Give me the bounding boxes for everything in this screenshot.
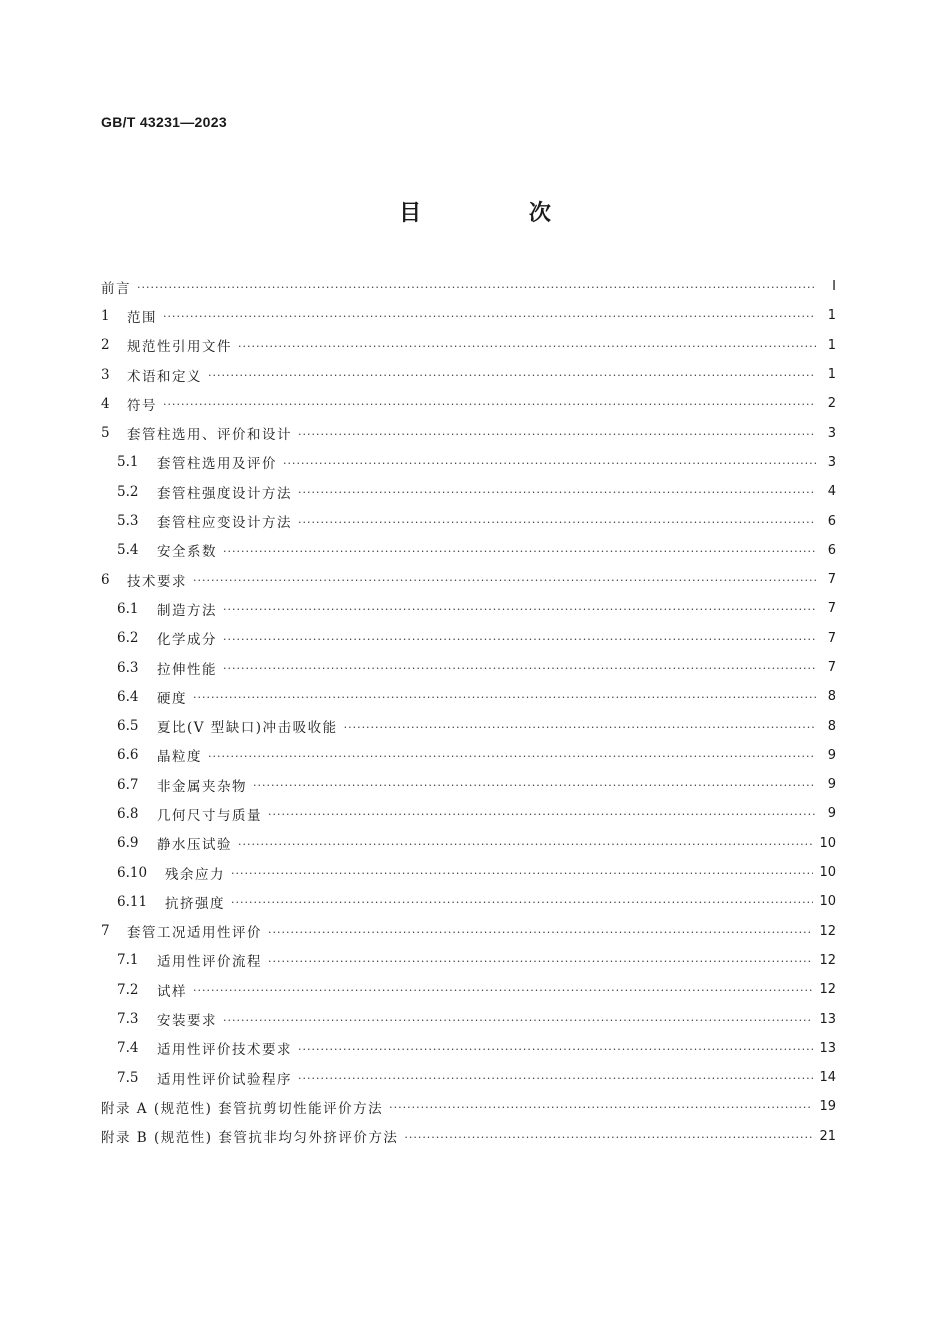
dot-leader <box>223 633 816 646</box>
dot-leader <box>268 955 813 968</box>
toc-entry-label: 安全系数 <box>157 544 217 561</box>
toc-entry[interactable] <box>101 565 836 594</box>
dot-leader <box>231 896 813 909</box>
dot-leader <box>193 984 813 997</box>
toc-entry-page-number: 8 <box>827 689 836 705</box>
toc-entry-number: 7 <box>101 923 110 940</box>
dot-leader <box>298 1072 813 1085</box>
toc-entry-label: 附录 A (规范性) 套管抗剪切性能评价方法 <box>101 1100 384 1117</box>
page-title: 目 次 <box>399 201 601 226</box>
toc-entry[interactable] <box>101 946 836 975</box>
toc-entry-label: 试样 <box>157 983 187 1000</box>
toc-entry-page-number: Ⅰ <box>832 279 836 295</box>
toc-entry[interactable] <box>101 917 836 946</box>
toc-entry-label: 夏比(V 型缺口)冲击吸收能 <box>157 720 338 737</box>
toc-entry-label: 附录 B (规范性) 套管抗非均匀外挤评价方法 <box>101 1130 399 1147</box>
dot-leader <box>223 1014 813 1027</box>
toc-entry-number: 6.2 <box>117 630 139 647</box>
toc-entry[interactable] <box>101 829 836 858</box>
table-of-contents <box>101 272 836 1151</box>
dot-leader <box>231 867 813 880</box>
toc-entry-label: 非金属夹杂物 <box>157 778 247 795</box>
toc-entry-number: 7.5 <box>117 1069 139 1086</box>
dot-leader <box>268 926 813 939</box>
toc-entry-number: 7.2 <box>117 981 139 998</box>
toc-entry[interactable] <box>101 506 836 535</box>
dot-leader <box>389 1101 813 1114</box>
dot-leader <box>298 486 816 499</box>
toc-entry-number: 2 <box>101 337 110 354</box>
toc-entry-number: 7.4 <box>117 1040 139 1057</box>
toc-entry[interactable] <box>101 331 836 360</box>
toc-entry[interactable] <box>101 1034 836 1063</box>
toc-entry[interactable] <box>101 799 836 828</box>
dot-leader <box>298 516 816 529</box>
dot-leader <box>223 545 816 558</box>
toc-entry-number: 4 <box>101 395 110 412</box>
toc-entry[interactable] <box>101 389 836 418</box>
toc-entry-label: 制造方法 <box>157 602 217 619</box>
toc-entry[interactable] <box>101 594 836 623</box>
toc-entry-label: 符号 <box>127 397 157 414</box>
toc-entry-page-number: 12 <box>819 952 836 968</box>
toc-entry-label: 前言 <box>101 280 131 297</box>
dot-leader <box>238 340 816 353</box>
dot-leader <box>193 574 816 587</box>
toc-entry-page-number: 9 <box>827 747 836 763</box>
toc-entry[interactable] <box>101 477 836 506</box>
toc-entry-label: 套管柱强度设计方法 <box>157 485 292 502</box>
toc-entry-number: 7.3 <box>117 1011 139 1028</box>
toc-entry-page-number: 13 <box>819 1040 836 1056</box>
toc-entry-page-number: 12 <box>819 923 836 939</box>
toc-entry-page-number: 6 <box>827 513 836 529</box>
toc-entry-page-number: 7 <box>827 601 836 617</box>
toc-entry-page-number: 6 <box>827 542 836 558</box>
dot-leader <box>404 1131 813 1144</box>
toc-entry-page-number: 1 <box>827 367 836 383</box>
toc-entry-label: 适用性评价流程 <box>157 954 262 971</box>
toc-entry-page-number: 7 <box>827 630 836 646</box>
toc-entry-number: 6 <box>101 571 110 588</box>
toc-entry-page-number: 10 <box>819 894 836 910</box>
toc-entry-label: 套管柱选用及评价 <box>157 456 277 473</box>
toc-entry-number: 6.8 <box>117 805 139 822</box>
toc-entry[interactable] <box>101 858 836 887</box>
toc-entry[interactable] <box>101 1063 836 1092</box>
toc-entry-page-number: 4 <box>827 484 836 500</box>
toc-entry[interactable] <box>101 653 836 682</box>
toc-entry-label: 套管工况适用性评价 <box>127 925 262 942</box>
dot-leader <box>344 721 816 734</box>
dot-leader <box>223 662 816 675</box>
toc-entry[interactable] <box>101 536 836 565</box>
toc-entry-number: 3 <box>101 366 110 383</box>
toc-entry-number: 5.1 <box>117 454 139 471</box>
toc-entry-page-number: 10 <box>819 835 836 851</box>
toc-entry-label: 套管柱选用、评价和设计 <box>127 427 292 444</box>
toc-entry[interactable] <box>101 1004 836 1033</box>
dot-leader <box>208 750 816 763</box>
toc-entry[interactable] <box>101 682 836 711</box>
dot-leader <box>223 603 816 616</box>
toc-entry[interactable] <box>101 272 836 301</box>
toc-entry-label: 技术要求 <box>127 573 187 590</box>
dot-leader <box>253 779 816 792</box>
toc-entry-number: 1 <box>101 307 110 324</box>
toc-entry-page-number: 10 <box>819 865 836 881</box>
toc-entry-number: 6.9 <box>117 835 139 852</box>
toc-entry-number: 7.1 <box>117 952 139 969</box>
dot-leader <box>163 310 816 323</box>
toc-entry-label: 几何尺寸与质量 <box>157 807 262 824</box>
toc-entry-page-number: 7 <box>827 572 836 588</box>
toc-entry-label: 晶粒度 <box>157 749 202 766</box>
dot-leader <box>298 1043 813 1056</box>
dot-leader <box>298 428 816 441</box>
toc-entry-page-number: 21 <box>819 1128 836 1144</box>
toc-entry-number: 6.4 <box>117 688 139 705</box>
dot-leader <box>137 281 816 294</box>
toc-entry-number: 5.4 <box>117 542 139 559</box>
standard-code: GB/T 43231—2023 <box>101 114 227 130</box>
toc-entry-page-number: 2 <box>827 396 836 412</box>
toc-entry[interactable] <box>101 360 836 389</box>
toc-entry[interactable] <box>101 1122 836 1151</box>
toc-entry[interactable] <box>101 770 836 799</box>
toc-entry-number: 6.7 <box>117 776 139 793</box>
toc-entry[interactable] <box>101 301 836 330</box>
toc-entry-page-number: 1 <box>827 308 836 324</box>
dot-leader <box>283 457 816 470</box>
toc-entry-label: 静水压试验 <box>157 837 232 854</box>
toc-entry[interactable] <box>101 418 836 447</box>
toc-entry-label: 安装要求 <box>157 1013 217 1030</box>
toc-entry-page-number: 19 <box>819 1099 836 1115</box>
toc-entry[interactable] <box>101 448 836 477</box>
toc-entry-number: 6.10 <box>117 864 148 881</box>
toc-entry-number: 5.3 <box>117 513 139 530</box>
toc-entry-number: 6.6 <box>117 747 139 764</box>
toc-entry[interactable] <box>101 741 836 770</box>
toc-entry-number: 6.11 <box>117 893 148 910</box>
dot-leader <box>163 398 816 411</box>
toc-entry-label: 范围 <box>127 309 157 326</box>
dot-leader <box>238 838 813 851</box>
toc-entry-label: 抗挤强度 <box>165 895 225 912</box>
toc-entry[interactable] <box>101 887 836 916</box>
dot-leader <box>208 369 816 382</box>
toc-entry-number: 5 <box>101 425 110 442</box>
toc-entry[interactable] <box>101 1092 836 1121</box>
toc-entry-page-number: 9 <box>827 777 836 793</box>
toc-entry-label: 残余应力 <box>165 866 225 883</box>
toc-entry-page-number: 13 <box>819 1011 836 1027</box>
toc-entry-label: 规范性引用文件 <box>127 339 232 356</box>
toc-entry-page-number: 1 <box>827 337 836 353</box>
toc-entry-page-number: 7 <box>827 660 836 675</box>
toc-entry-label: 适用性评价技术要求 <box>157 1042 292 1059</box>
toc-entry-label: 适用性评价试验程序 <box>157 1071 292 1088</box>
dot-leader <box>268 808 816 821</box>
toc-entry[interactable] <box>101 711 836 740</box>
toc-entry-label: 硬度 <box>157 690 187 707</box>
toc-entry[interactable] <box>101 975 836 1004</box>
toc-entry-label: 术语和定义 <box>127 368 202 385</box>
toc-entry-number: 5.2 <box>117 483 139 500</box>
dot-leader <box>193 691 816 704</box>
toc-entry-label: 套管柱应变设计方法 <box>157 515 292 532</box>
toc-entry[interactable] <box>101 624 836 653</box>
toc-entry-number: 6.5 <box>117 718 139 735</box>
toc-entry-label: 拉伸性能 <box>157 661 217 678</box>
toc-entry-number: 6.3 <box>117 659 139 676</box>
toc-entry-page-number: 9 <box>827 806 836 822</box>
toc-entry-page-number: 8 <box>827 718 836 734</box>
toc-entry-page-number: 3 <box>827 425 836 441</box>
toc-entry-number: 6.1 <box>117 600 139 617</box>
toc-entry-page-number: 14 <box>819 1070 836 1086</box>
toc-entry-page-number: 12 <box>819 982 836 998</box>
toc-entry-page-number: 3 <box>827 454 836 470</box>
toc-entry-label: 化学成分 <box>157 632 217 649</box>
